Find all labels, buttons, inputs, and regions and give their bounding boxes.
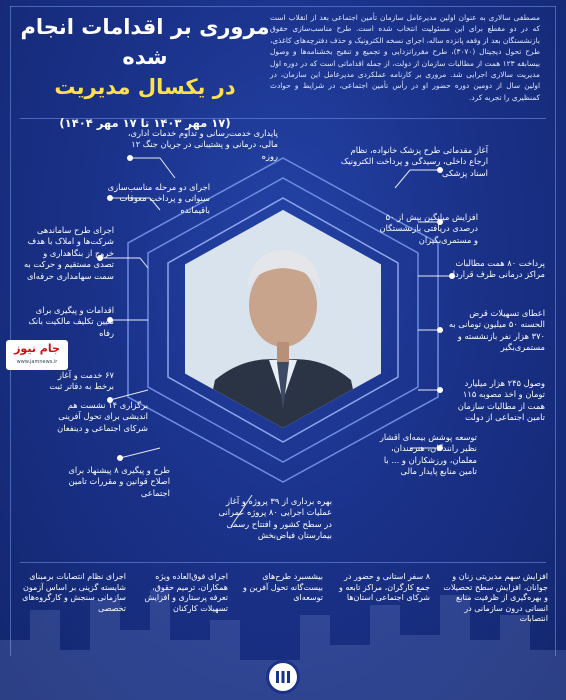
achievement-item: برگزاری ۱۴ نشست هم اندیشی برای تحول آفرینی شرکای اجتماعی و دینفعان	[57, 400, 148, 433]
achievement-item: پایداری خدمت‌رسانی و تداوم خدمات اداری، مالی، درمانی و پشتیبانی در جریان جنگ ۱۲ روزه	[127, 128, 278, 161]
date-range: (۱۷ مهر ۱۴۰۳ تا ۱۷ مهر ۱۴۰۴)	[59, 116, 231, 130]
bottom-achievement-item: افزایش سهم مدیریتی زنان و جوانان، افزایش سطح تحصیلات و بهره‌گیری از ظرفیت منابع انسانی درون سازمانی در انتصابات	[443, 572, 548, 624]
logo-mark-icon	[269, 663, 297, 691]
bottom-achievement-item: اجرای نظام انتصابات برمبنای شایسته گزینی بر اساس آزمون سازمانی سنجش و کارگروه‌های تخصصی	[22, 572, 126, 613]
watermark-url: www.jamnews.ir	[16, 359, 58, 365]
achievement-item: بهره برداری از ۳۹ پروژه و آغاز عملیات اجرایی ۸۰ پروژه عمرانی در سطح کشور و افتتاح رسمی بیمارستان فیاض‌بخش	[218, 496, 332, 541]
achievement-item: طرح و پیگیری ۸ پیشنهاد برای اصلاح قوانین و مقررات تامین اجتماعی	[68, 465, 170, 498]
watermark-logo	[6, 340, 68, 370]
page-subtitle: در یکسال مدیریت	[54, 75, 236, 99]
watermark-text: جام نیوز	[14, 342, 60, 355]
achievement-item: اجرای طرح ساماندهی شرکت‌ها و املاک با هدف خروج از بنگاهداری و تصدی مستقیم و حرکت به سمت سهامداری حرفه‌ای	[23, 225, 114, 281]
bottom-achievement-item: بیشسبرد طرح‌های بیست‌گانه تحول آفرین و توسعه‌ای	[243, 572, 323, 603]
organization-logo-icon	[266, 660, 300, 694]
intro-paragraph: مصطفی سالاری به عنوان اولین مدیرعامل سازمان تأمین اجتماعی بعد از انقلاب است که در دو مقطع برای این مسئولیت انتخاب شده است. طرح مناسب‌سازی حقوق بازنشستگان بعد از وقفه پانزده ساله، اجرای نسخه الکترونیک و حذف دفترچه‌های کاغذی، طرح تحول دیجیتال (۳۰۷۰)، طرح مقرراتزدایی و تجمیع و تنقیح بخشنامه‌ها و وصول بیسابقه ۱۲۳ همت از مطالبات سازمان از دولت، از جمله اقداماتی است که در دوره اول مدیریت سالاری اجرایی شد. مروری بر کارنامه عملکردی مدیرعامل این سازمان، در اولین سال از دومین دوره حضور او در رأس تأمین اجتماعی، در شرایط و حوادث کمنظیری را تجربه کرد.	[270, 13, 540, 102]
achievement-item: پرداخت ۸۰ همت مطالبات مراکز درمانی طرف قرارداد	[449, 258, 545, 280]
achievement-item: آغاز مقدماتی طرح پزشک خانواده، نظام ارجاع داخلی، رسیدگی و پرداخت الکترونیک اسناد پزشکی	[340, 145, 488, 178]
connector-dot	[117, 455, 123, 461]
achievement-item: اقدامات و پیگیری برای تعیین تکلیف مالکیت بانک رفاه	[28, 305, 114, 338]
achievement-item: توسعه پوشش بیمه‌ای اقشار نظیر رانندگان، هنرمندان، معلمان، ورزشکاران و ... با تامین منابع پایدار مالی	[379, 432, 477, 477]
page-title: مروری بر اقدامات انجام شده	[20, 15, 270, 69]
achievement-item: ۶۷ خدمت و آغاز برخط به دفاتر ثبت	[49, 370, 114, 392]
achievement-item: اعطای تسهیلات قرض الحسنه ۵۰ میلیون تومانی به ۳۷۰ هزار نفر بازنشسته و مستمری‌بگیر	[448, 308, 545, 353]
achievement-item: اجرای دو مرحله مناسب‌سازی سنواتی و پرداخت معوقات باقیمانده	[107, 182, 210, 215]
connector-dot	[437, 327, 443, 333]
achievement-item: افزایش میانگین بیش از ۵۰ درصدی دریافتی بازنشستگان و مستمری‌بگیران	[379, 212, 478, 245]
bottom-achievement-item: ۸ سفر استانی و حضور در جمع کارگران، مراکز تابعه و شرکای اجتماعی استان‌ها	[338, 572, 430, 603]
achievement-item: وصول ۲۴۵ هزار میلیارد تومان و اخذ مصوبه ۱۱۵ همت از مطالبات سازمان تامین اجتماعی از دولت	[457, 378, 545, 423]
bottom-achievement-item: اجرای فوق‌العاده ویژه همکاران، ترمیم حقوق، تعرفه پرستاری و افزایش تسهیلات کارکنان	[144, 572, 228, 613]
connector-dot	[437, 387, 443, 393]
